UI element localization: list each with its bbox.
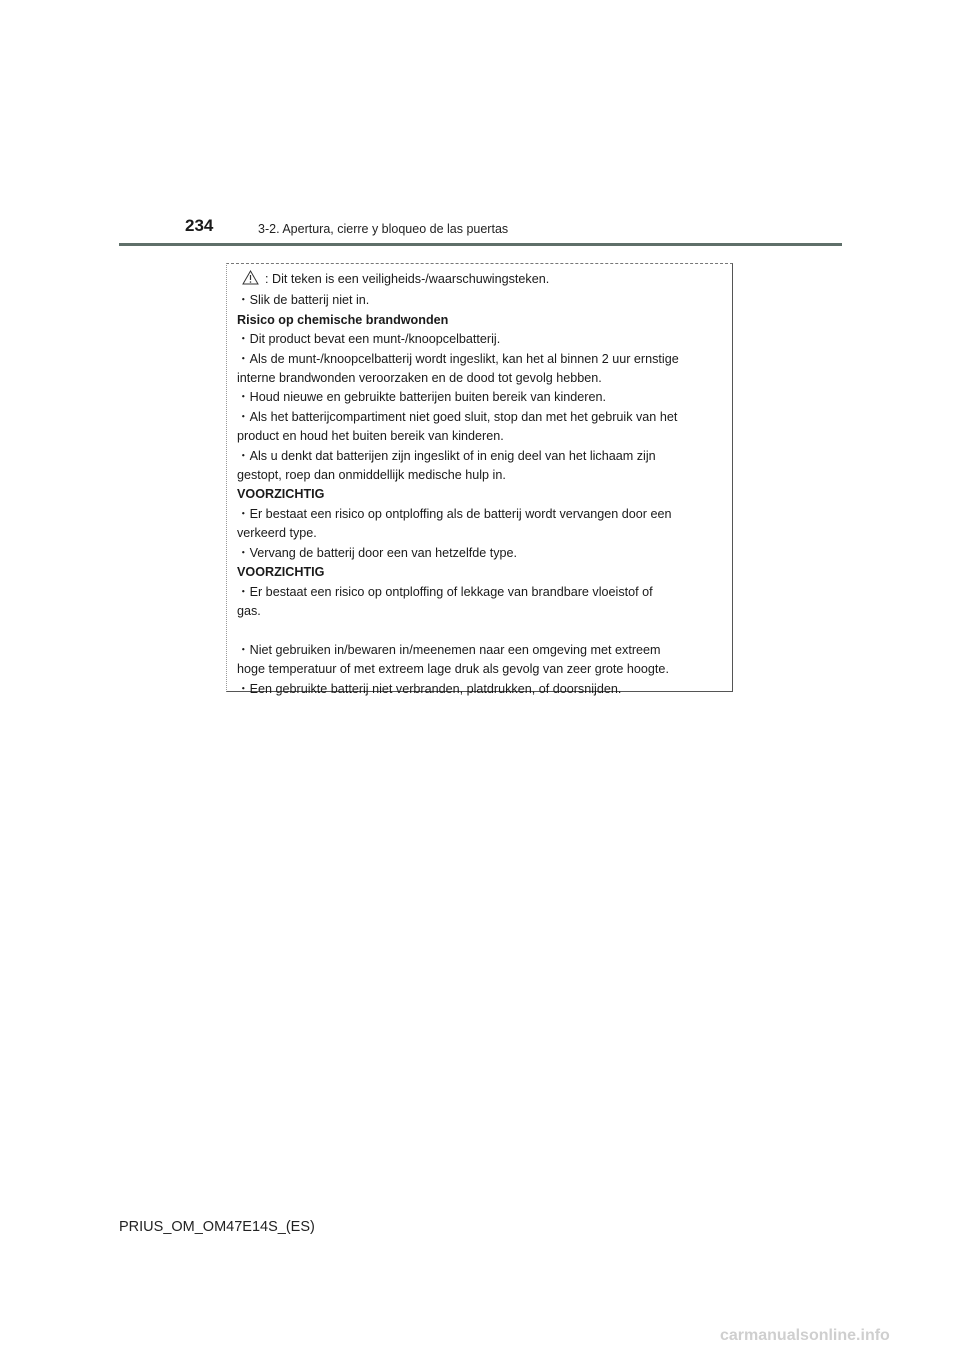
warning-box-content bbox=[237, 270, 726, 699]
box-line: verkeerd type. bbox=[237, 526, 317, 541]
warning-triangle-icon bbox=[242, 270, 259, 291]
box-line: ・Er bestaat een risico op ontploffing of lekkage van brandbare vloeistof of bbox=[237, 584, 653, 599]
watermark: carmanualsonline.info bbox=[720, 1327, 890, 1344]
box-line: ・Slik de batterij niet in. bbox=[237, 293, 370, 308]
header-rule bbox=[119, 243, 842, 246]
box-line: gestopt, roep dan onmiddellijk medische hulp in. bbox=[237, 468, 506, 483]
box-line: ・Vervang de batterij door een van hetzelfde type. bbox=[237, 545, 518, 560]
warning-box bbox=[226, 263, 733, 696]
box-line: ・Dit product bevat een munt-/knoopcelbatterij. bbox=[237, 332, 501, 347]
box-line: ・Als de munt-/knoopcelbatterij wordt ingeslikt, kan het al binnen 2 uur ernstige bbox=[237, 351, 679, 366]
legend-line bbox=[237, 270, 726, 291]
box-line: ・Niet gebruiken in/bewaren in/meenemen naar een omgeving met extreem bbox=[237, 642, 661, 657]
box-line: ・Als u denkt dat batterijen zijn ingeslikt of in enig deel van het lichaam zijn bbox=[237, 448, 656, 463]
page-number: 234 bbox=[185, 216, 214, 235]
box-heading: Risico op chemische brandwonden bbox=[237, 312, 449, 327]
box-line: gas. bbox=[237, 603, 261, 618]
footer-doc-code: PRIUS_OM_OM47E14S_(ES) bbox=[119, 1219, 315, 1235]
box-heading: VOORZICHTIG bbox=[237, 487, 325, 502]
box-line: interne brandwonden veroorzaken en de dood tot gevolg hebben. bbox=[237, 371, 602, 386]
box-line: hoge temperatuur of met extreem lage druk als gevolg van zeer grote hoogte. bbox=[237, 662, 669, 677]
box-line: ・Als het batterijcompartiment niet goed sluit, stop dan met het gebruik van het bbox=[237, 409, 678, 424]
box-line: ・Er bestaat een risico op ontploffing als de batterij wordt vervangen door een bbox=[237, 506, 672, 521]
box-line: ・Houd nieuwe en gebruikte batterijen buiten bereik van kinderen. bbox=[237, 390, 606, 405]
box-heading: VOORZICHTIG bbox=[237, 565, 325, 580]
box-blank-line bbox=[237, 621, 726, 640]
section-title: 3-2. Apertura, cierre y bloqueo de las puertas bbox=[258, 222, 509, 236]
box-line: ・Een gebruikte batterij niet verbranden, platdrukken, of doorsnijden. bbox=[237, 681, 622, 696]
legend-text: : Dit teken is een veiligheids-/waarschuwingsteken. bbox=[265, 272, 550, 286]
box-line: product en houd het buiten bereik van kinderen. bbox=[237, 429, 504, 444]
